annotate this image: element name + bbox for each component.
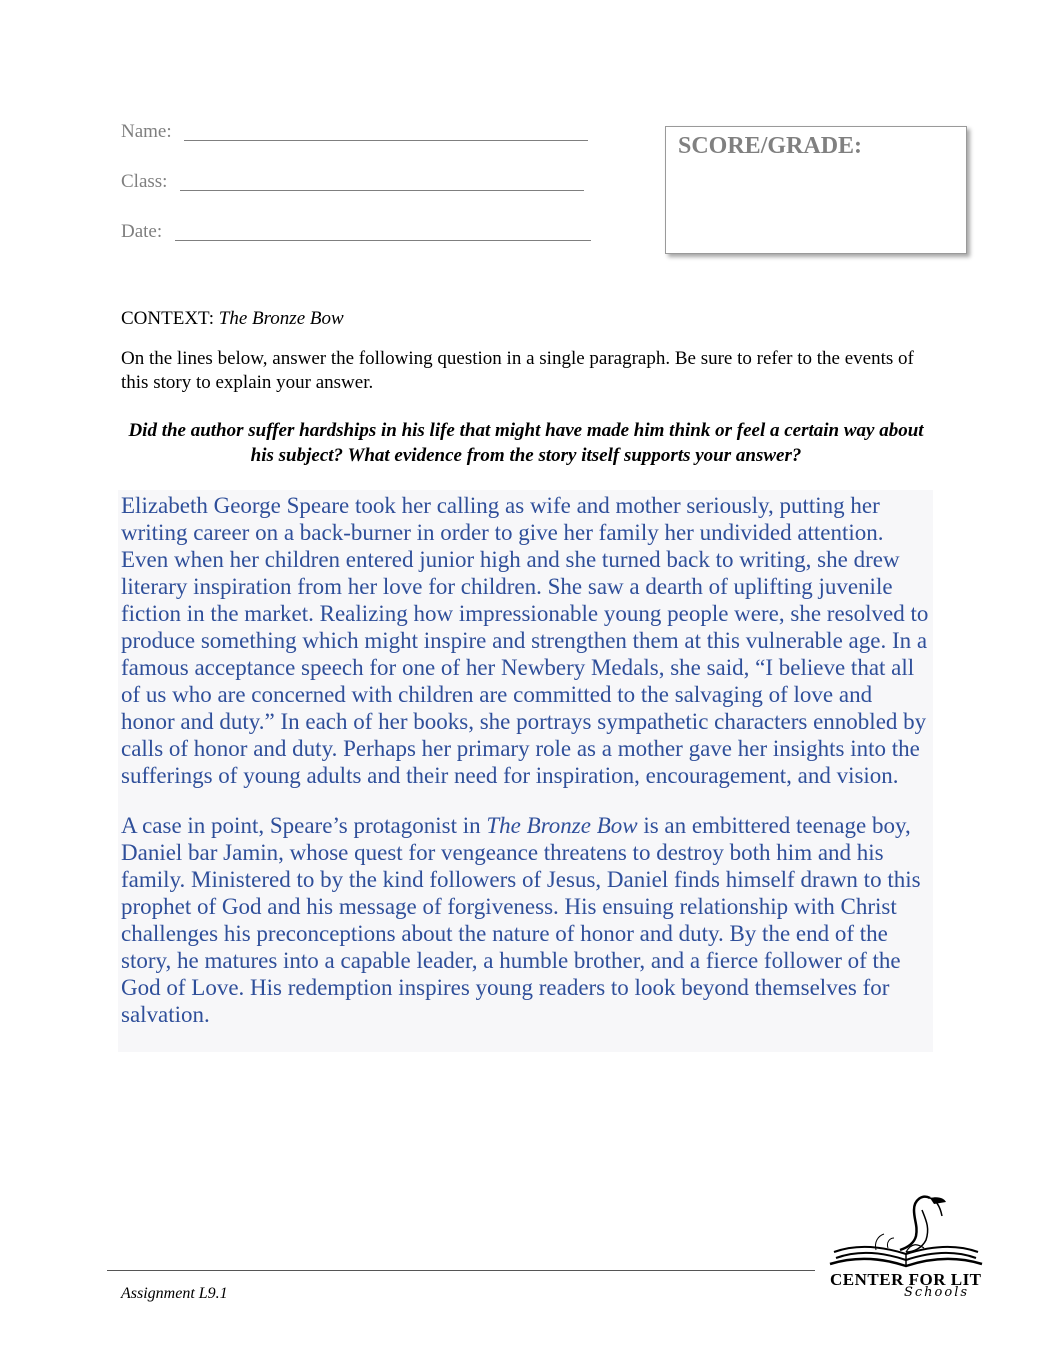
answer-p2-start: A case in point, Speare’s protagonist in bbox=[121, 813, 487, 838]
center-for-lit-logo bbox=[826, 1190, 986, 1305]
logo-main-text: CENTER FOR LIT bbox=[830, 1270, 982, 1289]
logo-sub-text: Schools bbox=[904, 1285, 970, 1300]
question-prompt: Did the author suffer hardships in his life that might have made him think or feel a certain way about his subject? What evidence from the story itself supports your answer? bbox=[128, 420, 924, 466]
date-line bbox=[175, 239, 591, 241]
assignment-label: Assignment L9.1 bbox=[121, 1285, 228, 1302]
pelican-book-icon bbox=[826, 1190, 986, 1275]
answer-paragraph-2 bbox=[118, 812, 933, 1028]
context-title: The Bronze Bow bbox=[218, 308, 344, 329]
score-grade-label: SCORE/GRADE: bbox=[678, 133, 863, 159]
answer-p2-rest: is an embittered teenage boy, Daniel bar Jamin, whose quest for vengeance threatens to destroy both him and his family. Ministered to by the kind followers of Jesus, Daniel finds himself drawn to this prophet of God and his message of forgiveness. His ensuing relationship with Christ challenges his preconceptions about the nature of honor and duty. By the end of the story, he matures into a capable leader, a humble brother, and a fierce follower of the God of Love. His redemption inspires young readers to look beyond themselves for salvation. bbox=[121, 813, 921, 1027]
class-line bbox=[180, 189, 584, 191]
footer-divider bbox=[107, 1270, 815, 1271]
answer-p2-book-title: The Bronze Bow bbox=[486, 813, 638, 838]
date-label: Date: bbox=[121, 221, 163, 242]
name-field-row bbox=[121, 121, 588, 143]
name-line bbox=[184, 139, 588, 141]
answer-paragraph-1: Elizabeth George Speare took her calling as wife and mother seriously, putting her writing career on a back-burner in order to give her family her undivided attention. Even when her children entered junior high and she turned back to writing, she drew literary inspiration from her love for children. She saw a dearth of uplifting juvenile fiction in the market. Realizing how impressionable young people were, she resolved to produce something which might inspire and strengthen them at this vulnerable age. In a famous acceptance speech for one of her Newbery Medals, she said, “I believe that all of us who are concerned with children are committed to the salvaging of love and honor and duty.” In each of her books, she portrays sympathetic characters ennobled by calls of honor and duty. Perhaps her primary role as a mother gave her insights into the sufferings of young adults and their need for inspiration, encouragement, and vision. bbox=[121, 493, 929, 788]
score-grade-box bbox=[665, 126, 967, 254]
instructions-text: On the lines below, answer the following question in a single paragraph. Be sure to refer to the events of this story to explain your answer. bbox=[121, 348, 914, 393]
context-label: CONTEXT: bbox=[121, 308, 214, 329]
class-label: Class: bbox=[121, 171, 168, 192]
context-line bbox=[121, 308, 344, 330]
answer-area bbox=[118, 490, 933, 1052]
class-field-row bbox=[121, 171, 584, 193]
name-label: Name: bbox=[121, 121, 172, 142]
date-field-row bbox=[121, 221, 591, 243]
